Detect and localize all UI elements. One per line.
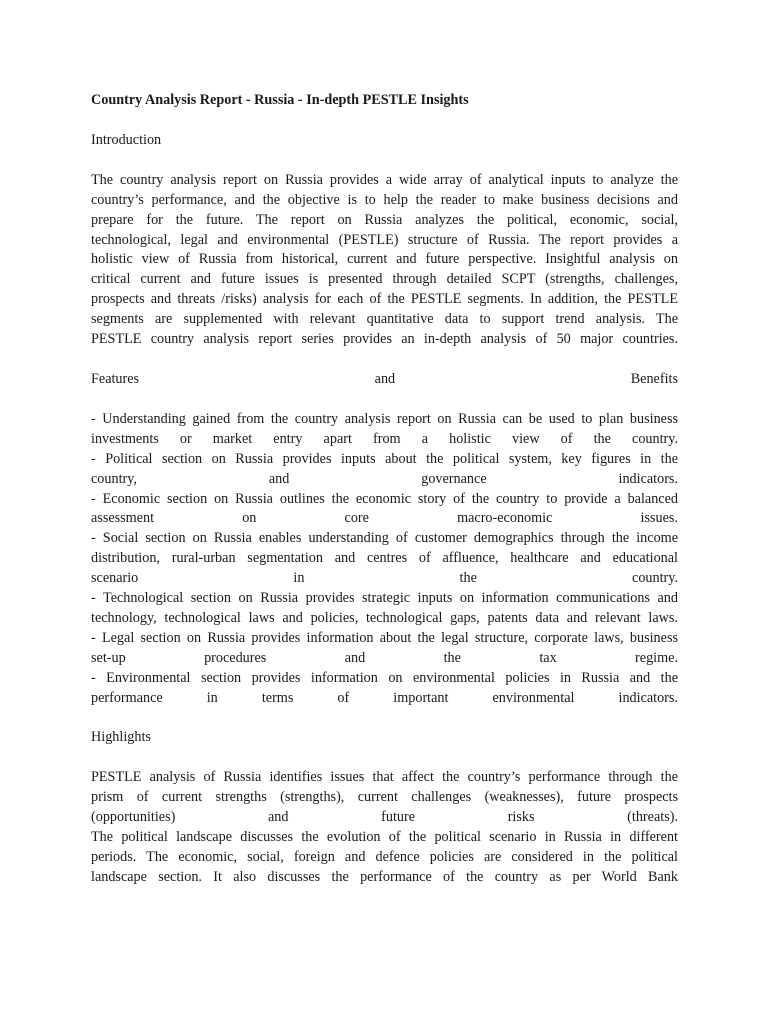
intro-line: prepare for the future. The report on Russia analyzes the political, economic, social, — [91, 211, 678, 228]
feature-line: scenario in the country. — [91, 570, 678, 587]
report-title: Country Analysis Report - Russia - In-depth PESTLE Insights — [91, 92, 469, 108]
feature-line: - Social section on Russia enables understanding of customer demographics through the income — [91, 530, 678, 547]
intro-line: The country analysis report on Russia provides a wide array of analytical inputs to analyze the — [91, 171, 678, 188]
feature-line: - Political section on Russia provides inputs about the political system, key figures in the — [91, 450, 678, 467]
intro-line: prospects and threats /risks) analysis for each of the PESTLE segments. In addition, the PESTLE — [91, 291, 678, 308]
highlight-line: (opportunities) and future risks (threats). — [91, 809, 678, 826]
introduction-heading: Introduction — [91, 131, 162, 148]
features-benefits-heading — [91, 370, 678, 390]
highlight-line: PESTLE analysis of Russia identifies issues that affect the country’s performance through the — [91, 769, 678, 786]
feature-line: - Understanding gained from the country analysis report on Russia can be used to plan business — [91, 410, 678, 427]
feature-line: - Legal section on Russia provides information about the legal structure, corporate laws, business — [91, 629, 678, 646]
feature-line: - Economic section on Russia outlines the economic story of the country to provide a balanced — [91, 490, 678, 507]
intro-line: segments are supplemented with relevant quantitative data to support trend analysis. The — [91, 311, 678, 328]
feature-line: country, and governance indicators. — [91, 470, 678, 487]
feature-line: - Technological section on Russia provides strategic inputs on information communications and — [91, 590, 678, 607]
feature-line: investments or market entry apart from a holistic view of the country. — [91, 430, 678, 447]
intro-line: country’s performance, and the objective is to help the reader to make business decisions and — [91, 191, 678, 208]
highlight-line: landscape section. It also discusses the performance of the country as per World Bank — [91, 868, 678, 885]
intro-line: technological, legal and environmental (PESTLE) structure of Russia. The report provides a — [91, 231, 678, 248]
highlight-line: periods. The economic, social, foreign and defence policies are considered in the political — [91, 849, 678, 865]
benefits-word: Benefits — [630, 370, 678, 387]
and-word: and — [374, 370, 396, 387]
intro-line: critical current and future issues is presented through detailed SCPT (strengths, challenges, — [91, 271, 678, 288]
feature-line: performance in terms of important environmental indicators. — [91, 689, 678, 706]
features-word: Features — [91, 370, 140, 387]
feature-line: - Environmental section provides information on environmental policies in Russia and the — [91, 669, 678, 686]
highlights-heading: Highlights — [91, 729, 151, 746]
document-body — [91, 91, 678, 908]
highlight-line: The political landscape discusses the evolution of the political scenario in Russia in different — [91, 829, 678, 846]
feature-line: set-up procedures and the tax regime. — [91, 649, 678, 666]
features-list — [91, 410, 678, 709]
highlights-paragraph — [91, 768, 678, 887]
intro-line: holistic view of Russia from historical, current and future perspective. Insightful analysis on — [91, 251, 678, 268]
feature-line: distribution, rural-urban segmentation and centres of affluence, healthcare and educational — [91, 550, 678, 567]
highlight-line: prism of current strengths (strengths), current challenges (weaknesses), future prospects — [91, 789, 678, 806]
feature-line: technology, technological laws and policies, technological gaps, patents data and relevant laws. — [91, 609, 678, 626]
intro-line: PESTLE country analysis report series provides an in-depth analysis of 50 major countries. — [91, 331, 678, 348]
feature-line: assessment on core macro-economic issues. — [91, 510, 678, 527]
introduction-paragraph — [91, 171, 678, 350]
